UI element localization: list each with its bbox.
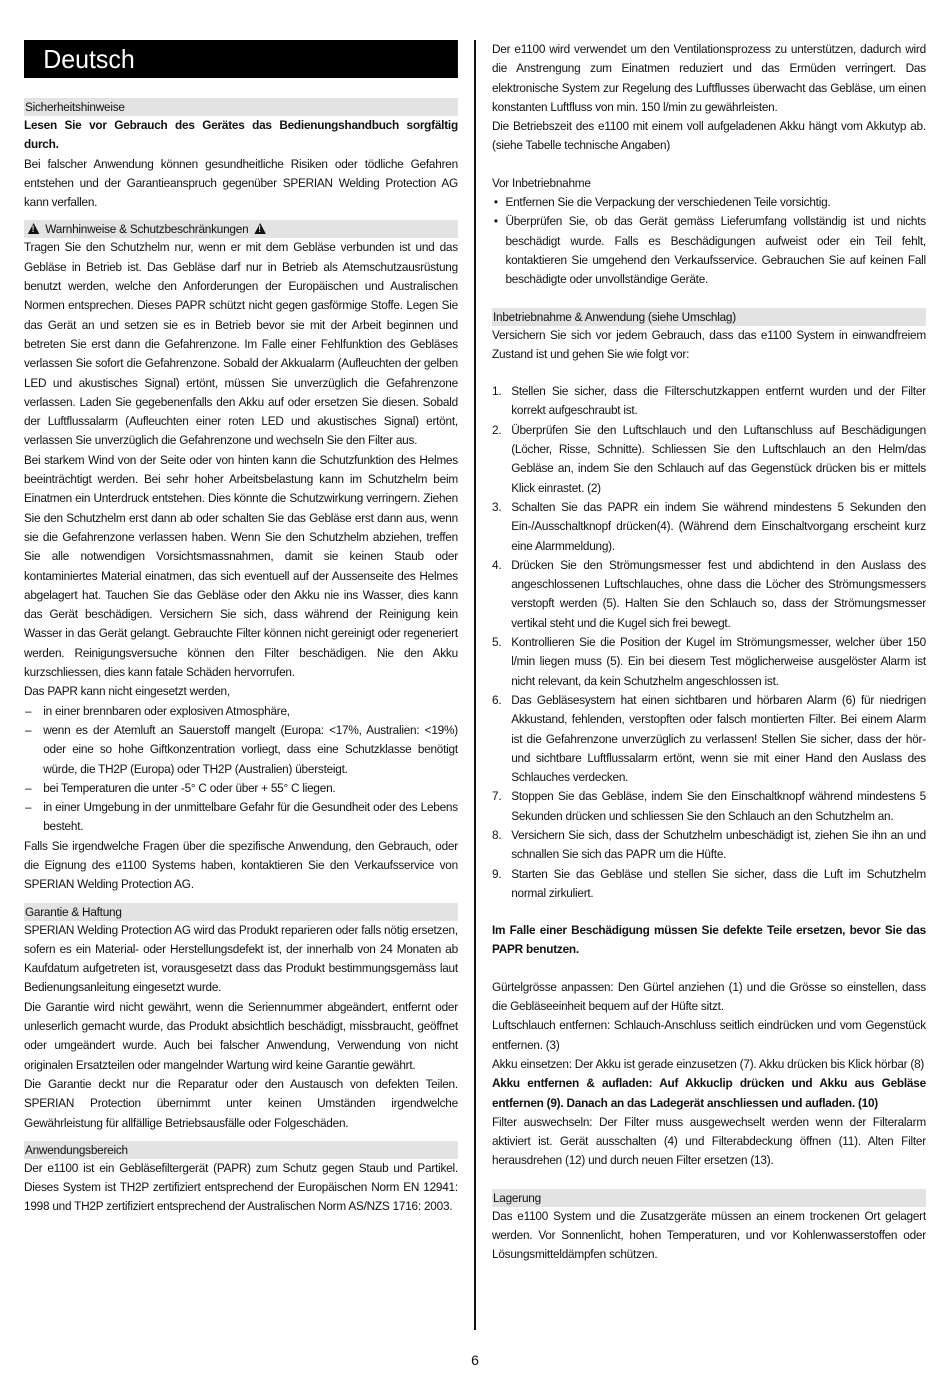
page-number: 6 bbox=[471, 1352, 479, 1368]
garantie-paragraph-3: Die Garantie deckt nur die Reparatur oder den Austausch von defekten Teilen. SPERIAN Protection übernimmt unter keinen Umständen irgendwelche Gewährleistung für allfällige Betriebsausfälle oder Folgeschäden. bbox=[24, 1076, 458, 1130]
section-title-lagerung: Lagerung bbox=[492, 1189, 926, 1207]
intro-paragraph-2: Die Betriebszeit des e1100 mit einem voll aufgeladenen Akku hängt vom Akkutyp ab. (siehe Tabelle technische Angaben) bbox=[492, 119, 926, 153]
garantie-paragraph-2: Die Garantie wird nicht gewährt, wenn die Seriennummer abgeändert, entfernt oder unleserlich gemacht wurde, das Produkt absichtlich beschädigt, missbraucht, geöffnet oder umgeändert wurde. Auch bei falscher Anwendung, Verwendung von nicht originalen Ersatzteilen oder mangelnder Wartung wird keine Garantie gewährt. bbox=[24, 999, 458, 1072]
right-column bbox=[492, 40, 926, 1265]
garantie-paragraph-1: SPERIAN Welding Protection AG wird das Produkt reparieren oder falls nötig ersetzen, sofern es ein Material- oder Herstellungsdefekt ist, der innerhalb von 24 Monaten ab Kaufdatum aufgetreten ist, vorausgesetzt dass das Produkt bestimmungsgemäss laut Bedienungsanleitung eingesetzt wurde. bbox=[24, 922, 458, 995]
handling-paragraph: Filter auswechseln: Der Filter muss ausgewechselt werden wenn der Filteralarm aktiviert ist. Gerät ausschalten (4) und Filterabdeckung öffnen (11). Alten Filter herausdrehen (12) und durch neuen Filter ersetzen (13). bbox=[492, 1114, 926, 1168]
list-item: – bei Temperaturen die unter -5° C oder über + 55° C liegen. bbox=[24, 779, 458, 798]
warnung-paragraph-2: Bei starkem Wind von der Seite oder von hinten kann die Schutzfunktion des Helmes beeinträchtigt werden. Bei sehr hoher Arbeitsbelastung kann im Schutzhelm beim Einatmen ein Unterdruck entstehen. Dies könnte die Schutzwirkung verringern. Ziehen Sie den Schutzhelm erst dann ab oder schalten Sie das Gebläse erst dann aus, wenn sie die Gefahrenzone verlassen haben. Wenn Sie den Schutzhelm abziehen, treffen Sie alle notwendigen Vorsichtsmassnahmen, damit sie keinen Staub oder kontaminiertes Material einatmen, das sich eventuell auf der Aussenseite des Helmes abgelagert hat. Tauchen Sie das Gebläse oder den Akku nie ins Wasser, dies kann das Gerät beschädigen. Versichern Sie sich, dass während der Reinigung kein Wasser in das Gerät gelangt. Gebrauchte Filter können nicht gereinigt oder regeneriert werden. Reinigungsversuche können den Filter beschädigen. Nie den Akku kurzschliessen, dies kann fatale Schäden hervorrufen. bbox=[24, 452, 458, 680]
list-item: • Überprüfen Sie, ob das Gerät gemäss Lieferumfang vollständig ist und nichts beschädigt wurde. Falls es Beschädigungen aufweist oder ein Teil fehlt, kontaktieren Sie umgehend den Verkaufsservice. Gebrauchen Sie auf keinen Fall beschädigte oder unvollständige Geräte. bbox=[492, 212, 926, 289]
sicherheit-paragraph-2: Bei falscher Anwendung können gesundheitliche Risiken oder tödliche Gefahren entstehen und der Garantieanspruch gegenüber SPERIAN Welding Protection AG kann verfallen. bbox=[24, 156, 458, 210]
list-item: 1. Stellen Sie sicher, dass die Filterschutzkappen entfernt wurden und der Filter korrekt aufgeschraubt ist. bbox=[492, 384, 926, 418]
vor-inbetriebnahme-heading: Vor Inbetriebnahme bbox=[492, 175, 591, 190]
handling-paragraph: Luftschlauch entfernen: Schlauch-Anschluss seitlich eindrücken und vom Gegenstück entfernen. (3) bbox=[492, 1018, 926, 1052]
inbetriebnahme-intro: Versichern Sie sich vor jedem Gebrauch, dass das e1100 System in einwandfreiem Zustand ist und gehen Sie wie folgt vor: bbox=[492, 327, 926, 361]
damage-note: Im Falle einer Beschädigung müssen Sie defekte Teile ersetzen, bevor Sie das PAPR benutzen. bbox=[492, 923, 926, 957]
intro-paragraph-1: Der e1100 wird verwendet um den Ventilationsprozess zu unterstützen, dadurch wird die Anstrengung zum Einatmen reduziert und das Ermüden verringert. Das elektronische System zur Regelung des Luftflusses überwacht das Gebläse, um einen konstanten Luftfluss von min. 150 l/min zu gewährleisten. bbox=[492, 42, 926, 114]
list-item: 3. Schalten Sie das PAPR ein indem Sie während mindestens 5 Sekunden den Ein-/Ausschaltknopf drücken(4). (Während dem Einschaltvorgang erscheint kurz eine Alarmmeldung). bbox=[492, 499, 926, 553]
list-item: 2. Überprüfen Sie den Luftschlauch und den Luftanschluss auf Beschädigungen (Löcher, Risse, Schnitte). Schliessen Sie den Luftschlauch an den Helm/das Gebläse an, indem Sie den Schlauch auf das Gegenstück drücken bis er mittels Klick einrastet. (2) bbox=[492, 422, 926, 495]
list-item: – in einer Umgebung in der unmittelbare Gefahr für die Gesundheit oder des Lebens besteht. bbox=[24, 798, 458, 837]
left-column bbox=[24, 40, 458, 1217]
section-title-inbetriebnahme: Inbetriebnahme & Anwendung (siehe Umschlag) bbox=[492, 308, 926, 326]
warning-triangle-icon bbox=[28, 223, 40, 234]
section-title-warnung bbox=[24, 220, 458, 238]
list-item: 5. Kontrollieren Sie die Position der Kugel im Strömungsmesser, welcher über 150 l/min liegen muss (5). Ein bei diesem Test möglicherweise ausgelöster Alarm ist nicht relevant, da kein Schutzhelm angeschlossen ist. bbox=[492, 635, 926, 688]
warning-triangle-icon bbox=[254, 223, 266, 234]
section-title-garantie: Garantie & Haftung bbox=[24, 903, 458, 921]
list-item: 7. Stoppen Sie das Gebläse, indem Sie den Einschaltknopf während mindestens 5 Sekunden drücken und schliessen Sie den Schlauch an den Schutzhelm an. bbox=[492, 789, 926, 823]
lagerung-paragraph-1: Das e1100 System und die Zusatzgeräte müssen an einem trockenen Ort gelagert werden. Vor Sonnenlicht, hohen Temperaturen, und vor Kohlenwasserstoffen oder Lösungsmitteldämpfen schützen. bbox=[492, 1208, 926, 1262]
section-title-anwendung: Anwendungsbereich bbox=[24, 1141, 458, 1159]
list-item: 9. Starten Sie das Gebläse und stellen Sie sicher, dass die Luft im Schutzhelm normal zirkuliert. bbox=[492, 866, 926, 900]
language-header: Deutsch bbox=[24, 40, 458, 78]
vor-inbetriebnahme-list bbox=[492, 193, 926, 289]
anwendung-paragraph-1: Der e1100 ist ein Gebläsefiltergerät (PAPR) zum Schutz gegen Staub und Partikel. Dieses System ist TH2P zertifiziert entsprechend der Europäischen Norm EN 12941: 1998 und TH2P zertifiziert entsprechend der Australischen Norm AS/NZS 1716: 2003. bbox=[24, 1160, 458, 1214]
list-item: 8. Versichern Sie sich, dass der Schutzhelm unbeschädigt ist, ziehen Sie ihn an und schnallen Sie sich das PAPR um die Hüfte. bbox=[492, 827, 926, 862]
steps-list bbox=[492, 382, 926, 903]
section-title-warnung-text: Warnhinweise & Schutzbeschränkungen bbox=[45, 222, 249, 237]
list-item: – wenn es der Atemluft an Sauerstoff mangelt (Europa: <17%, Australien: <19%) oder eine so hohe Giftkonzentration vorliegt, dass eine Schutzklasse benötigt würde, die TH2P (Europa) oder TH2P (Australien) übersteigt. bbox=[24, 721, 458, 779]
handling-paragraph: Gürtelgrösse anpassen: Den Gürtel anziehen (1) und die Grösse so einstellen, dass die Gebläseeinheit bequem auf der Hüfte sitzt. bbox=[492, 979, 926, 1014]
column-divider bbox=[474, 40, 476, 1330]
warnung-paragraph-3: Das PAPR kann nicht eingesetzt werden, bbox=[24, 684, 230, 699]
list-item: 6. Das Gebläsesystem hat einen sichtbaren und hörbaren Alarm (6) für niedrigen Akkustand, fehlenden, verstopften oder falsch montierten Filter. Bei einem Alarm ist die Gefahrenzone unverzüglich zu verlassen! Stellen Sie sicher, dass der hör- und sichtbare Luftflussalarm ertönt, wenn sie mit einer Hand den Auslass des Schlauches verdecken. bbox=[492, 692, 926, 785]
list-item: • Entfernen Sie die Verpackung der verschiedenen Teile vorsichtig. bbox=[492, 193, 926, 212]
section-title-sicherheit: Sicherheitshinweise bbox=[24, 98, 458, 116]
handling-paragraph: Akku einsetzen: Der Akku ist gerade einzusetzen (7). Akku drücken bis Klick hörbar (8) bbox=[492, 1056, 925, 1071]
sicherheit-paragraph-1: Lesen Sie vor Gebrauch des Gerätes das Bedienungshandbuch sorgfältig durch. bbox=[24, 118, 458, 152]
handling-paragraph: Akku entfernen & aufladen: Auf Akkuclip drücken und Akku aus Gebläse entfernen (9). Danach an das Ladegerät anschliessen und aufladen. (10) bbox=[492, 1076, 926, 1110]
list-item: 4. Drücken Sie den Strömungsmesser fest und abdichtend in den Auslass des angeschlossenen Luftschlauches, ohne dass die Löcher des Strömungsmessers verstopft werden (5). Halten Sie den Schlauch so, dass der Strömungsmesser vertikal steht und die Kugel sich frei bewegt. bbox=[492, 557, 926, 630]
warnung-paragraph-1: Tragen Sie den Schutzhelm nur, wenn er mit dem Gebläse verbunden ist und das Gebläse in Betrieb ist. Das Gebläse darf nur in Betrieb als Atemschutzausrüstung benutzt werden, welche den Anforderungen der Europäischen und Australischen Normen entsprechen. Dieses PAPR schützt nicht gegen gasförmige Stoffe. Legen Sie das Gerät an und setzen sie es in Betrieb bevor sie mit der Arbeit beginnen und betreten Sie erst dann die Gefahrenzone. Im Falle einer Fehlfunktion des Gebläses verlassen Sie sofort die Gefahrenzone. Sobald der Akkualarm (Aufleuchten der gelben LED und akustisches Signal) ertönt, müssen Sie unverzüglich die Gefahrenzone verlassen. Laden Sie gegebenenfalls den Akku auf oder ersetzen Sie diesen. Sobald der Luftflussalarm (Aufleuchten einer roten LED und akustisches Signal) ertönt, verlassen Sie unverzüglich die Gefahrenzone und wechseln Sie den Filter aus. bbox=[24, 240, 458, 448]
restriction-list bbox=[24, 702, 458, 837]
list-item: – in einer brennbaren oder explosiven Atmosphäre, bbox=[24, 702, 458, 721]
warnung-paragraph-4: Falls Sie irgendwelche Fragen über die spezifische Anwendung, den Gebrauch, oder die Eignung des e1100 Systems haben, kontaktieren Sie den Verkaufsservice von SPERIAN Welding Protection AG. bbox=[24, 838, 458, 892]
